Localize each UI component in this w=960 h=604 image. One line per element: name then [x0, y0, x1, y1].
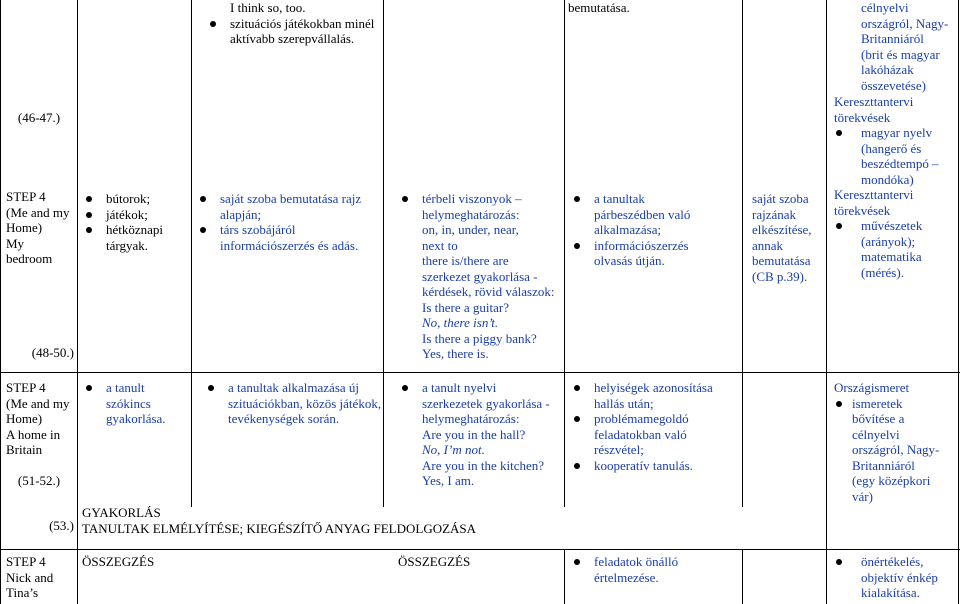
skills-cell-2 — [572, 380, 742, 473]
step-line: Nick and — [6, 569, 54, 585]
col-divider-5 — [564, 0, 565, 507]
skills-cell — [572, 191, 742, 269]
tasks-cell — [572, 554, 742, 585]
list-item: bútorok; — [84, 191, 189, 207]
lesson-number-practice: (53.) — [49, 518, 74, 533]
step-line: My — [6, 235, 25, 251]
activities-top — [208, 0, 382, 47]
list-item: a tanultak alkalmazása új szituációkban, közös játékok, tevékenységek során. — [206, 380, 382, 427]
step-line: A home in — [6, 426, 61, 442]
list-item: saját szoba bemutatása rajz alapján; — [198, 191, 382, 222]
list-item: hétköznapi tárgyak. — [84, 222, 189, 253]
list-item: művészetek (arányok); matematika (mérés). — [834, 218, 958, 280]
list-item: kooperatív tanulás. — [572, 458, 742, 474]
step-title — [6, 189, 76, 267]
list-item: társ szobájáról információszerzés és adás. — [198, 222, 382, 253]
step-line: Tina’s — [6, 585, 39, 600]
col-divider-7 — [826, 0, 827, 604]
step-line: Home) — [6, 411, 43, 426]
col-divider-4 — [383, 0, 384, 507]
cross-heading: törekvések — [834, 109, 891, 125]
lesson-number-bottom: (48-50.) — [31, 345, 74, 360]
practice-section — [82, 505, 822, 536]
list-item: a tanult nyelvi szerkezetek gyakorlása - helymeghatározás: Are you in the hall? No, I’m not. Are you in the kitchen? Yes, I am. — [400, 380, 564, 489]
list-item: információszerzés olvasás útján. — [572, 238, 742, 269]
cross-curricular-cell: célnyelvi országról, Nagy- Britanniáról (brit és magyar lakóházak összevetése) Kereszttantervi törekvések magyar nyelv (hangerő és beszédtempó – mondóka) Kereszttantervi törekvések művészetek (arányok); matematika (mérés). — [834, 0, 958, 280]
row-divider-2 — [0, 549, 960, 550]
col-divider-8 — [958, 0, 959, 604]
lesson-number-top: (46-47.) — [17, 110, 61, 125]
col-divider-10 — [742, 549, 743, 604]
lesson-number-row2: (51-52.) — [17, 473, 61, 488]
list-item: a tanultak párbeszédben való alkalmazása; — [572, 191, 742, 238]
vocabulary-cell — [84, 191, 189, 253]
step-line: STEP 4 — [6, 380, 46, 395]
step-line: (Me and my — [6, 204, 70, 220]
step-line: (Me and my — [6, 395, 70, 411]
cross-heading: Kereszttantervi — [834, 94, 914, 109]
col-divider-2 — [77, 0, 78, 604]
list-item: magyar nyelv (hangerő és beszédtempó – mondóka) — [834, 125, 958, 187]
practice-title: GYAKORLÁS — [82, 505, 161, 520]
step-line: STEP 4 — [6, 189, 46, 204]
list-item: térbeli viszonyok – helymeghatározás: on, in, under, near, next to there is/there are szerkezet gyakorlása - kérdések, rövid válaszok: Is there a guitar? No, there isn’t. Is there a piggy bank? Yes, there is. — [400, 191, 564, 362]
list-item: önértékelés, objektív énkép kialakítása. — [834, 554, 958, 601]
vocabulary-cell-2 — [84, 380, 189, 427]
col-divider-1 — [0, 0, 1, 604]
cross-heading: törekvések — [834, 202, 891, 218]
grammar-cell-2 — [400, 380, 564, 489]
col-divider-6 — [742, 0, 743, 507]
step-line: bedroom — [6, 251, 53, 266]
list-item: a tanult szókincs gyakorlása. — [84, 380, 189, 427]
top-text: I think so, too. — [230, 0, 306, 15]
cross-heading: Országismeret — [834, 380, 910, 395]
self-eval-cell — [834, 554, 958, 601]
activities-cell-2 — [206, 380, 382, 427]
skills-top: bemutatása. — [568, 0, 630, 15]
activities-cell — [198, 191, 382, 253]
step-title-3 — [6, 554, 76, 601]
row-divider-1 — [0, 372, 960, 373]
list-item: szituációs játékokban minél aktívabb szerepvállalás. — [208, 16, 382, 47]
list-item: ismeretek bővítése a célnyelvi országról, Nagy- Britanniáról (egy középkori vár) — [834, 396, 958, 505]
step-line: Home) — [6, 220, 43, 235]
cross-heading: Kereszttantervi — [834, 187, 914, 202]
col-divider-3 — [191, 0, 192, 507]
list-item: helyiségek azonosítása hallás után; — [572, 380, 742, 411]
practice-text: TANULTAK ELMÉLYÍTÉSE; KIEGÉSZÍTŐ ANYAG FELDOLGOZÁSA — [82, 520, 477, 536]
project-cell: saját szoba rajzának elkészítése, annak bemutatása (CB p.39). — [752, 191, 812, 284]
step-title-2 — [6, 380, 76, 458]
list-item: feladatok önálló értelmezése. — [572, 554, 742, 585]
step-line: Britain — [6, 442, 43, 457]
list-item: problémamegoldó feladatokban való részvétel; — [572, 411, 742, 458]
summary-heading-a: ÖSSZEGZÉS — [82, 554, 155, 569]
list-item: játékok; — [84, 207, 189, 223]
cross-curricular-cell-2 — [834, 380, 958, 504]
summary-heading-b: ÖSSZEGZÉS — [398, 554, 471, 569]
step-line: STEP 4 — [6, 554, 46, 569]
col-divider-9 — [564, 549, 565, 604]
grammar-cell — [400, 191, 564, 362]
